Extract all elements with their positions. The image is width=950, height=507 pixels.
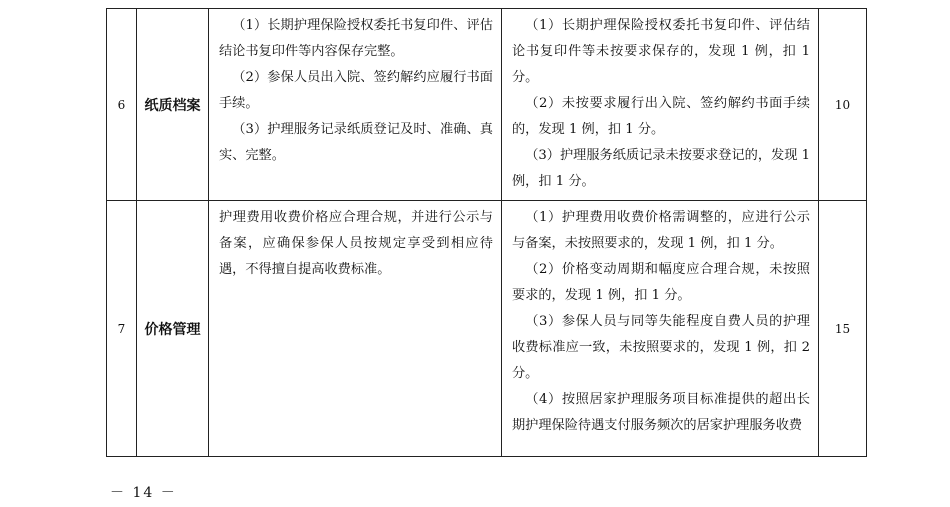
score-value: 15 [819,201,867,457]
standards-cell [502,9,819,201]
item-name: 纸质档案 [137,9,209,201]
standard-paragraph: （3）参保人员与同等失能程度自费人员的护理收费标准应一致，未按照要求的，发现 1 例，扣 2 分。 [512,314,810,381]
requirements-cell [209,9,502,201]
table-row [107,9,867,201]
standards-cell [502,201,819,457]
requirement-paragraph: （1）长期护理保险授权委托书复印件、评估结论书复印件等内容保存完整。 [219,18,493,59]
requirements-cell [209,201,502,457]
standard-paragraph: （3）护理服务纸质记录未按要求登记的，发现 1 例，扣 1 分。 [512,148,810,189]
row-number: 6 [107,9,137,201]
requirement-paragraph: 护理费用收费价格应合理合规，并进行公示与备案，应确保参保人员按规定享受到相应待遇，不得擅自提高收费标准。 [219,210,493,277]
standard-paragraph: （2）未按要求履行出入院、签约解约书面手续的，发现 1 例，扣 1 分。 [512,96,810,137]
row-number: 7 [107,201,137,457]
requirement-paragraph: （3）护理服务记录纸质登记及时、准确、真实、完整。 [219,122,493,163]
table-row [107,201,867,457]
page-number: － 14 － [110,485,177,501]
requirement-paragraph: （2）参保人员出入院、签约解约应履行书面手续。 [219,70,493,111]
standard-paragraph: （4）按照居家护理服务项目标准提供的超出长期护理保险待遇支付服务频次的居家护理服务收费 [512,392,810,433]
standard-paragraph: （1）长期护理保险授权委托书复印件、评估结论书复印件等未按要求保存的，发现 1 例，扣 1 分。 [512,18,810,85]
item-name: 价格管理 [137,201,209,457]
standard-paragraph: （2）价格变动周期和幅度应合理合规，未按照要求的，发现 1 例，扣 1 分。 [512,262,810,303]
score-value: 10 [819,9,867,201]
standard-paragraph: （1）护理费用收费价格需调整的，应进行公示与备案，未按照要求的，发现 1 例，扣 1 分。 [512,210,810,251]
assessment-table [106,8,867,457]
